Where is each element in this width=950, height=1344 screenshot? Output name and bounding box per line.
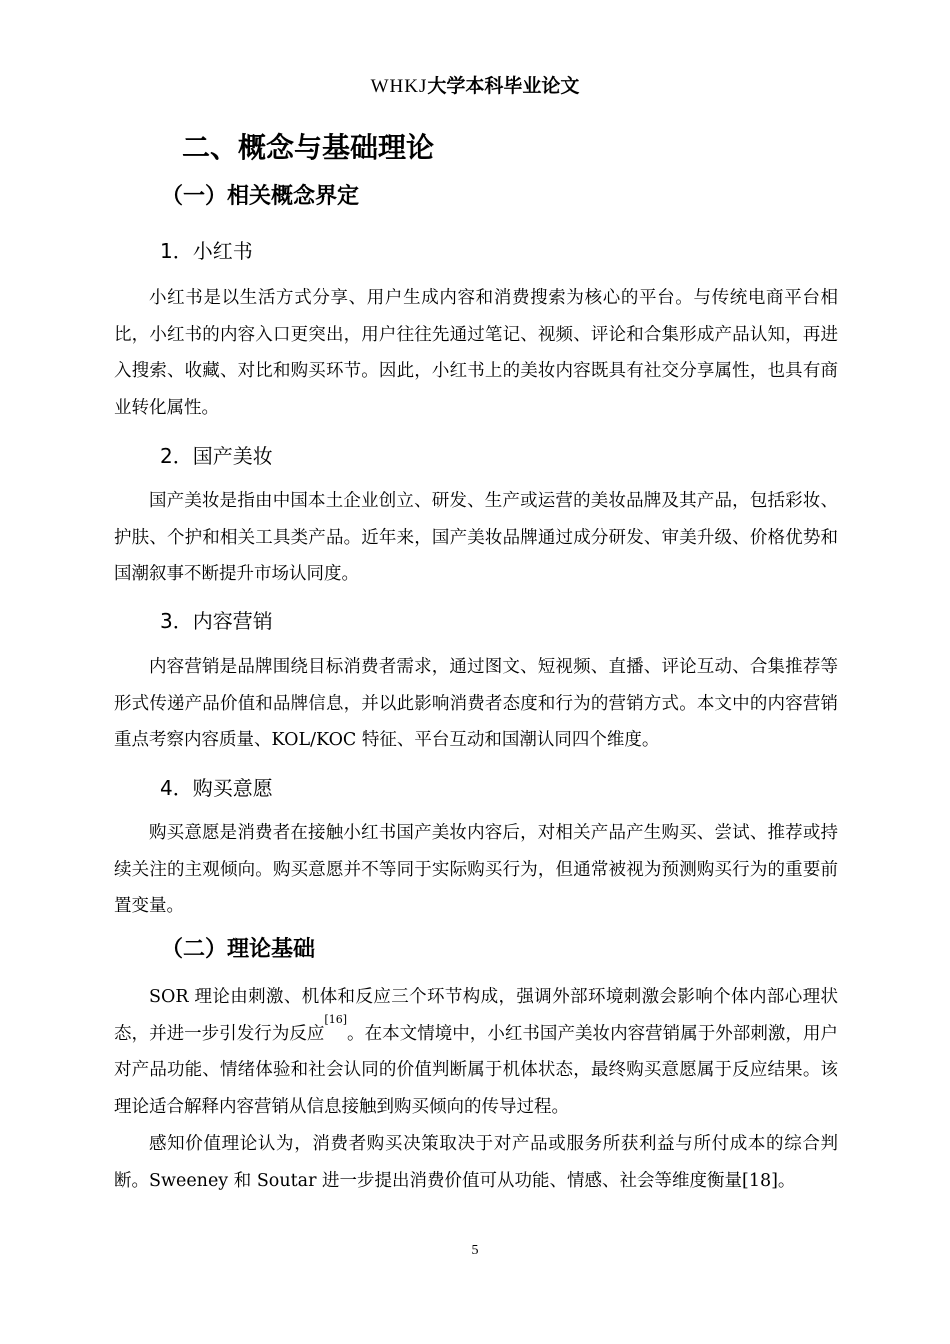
chapter-title: 二、概念与基础理论 [182, 131, 435, 164]
header-title: 大学本科毕业论文 [427, 75, 580, 97]
subsection-heading-domestic-beauty: 2．国产美妆 [160, 444, 273, 468]
page-number: 5 [471, 1243, 479, 1258]
header-latin: WHKJ [370, 76, 428, 97]
paragraph-perceived-value: 感知价值理论认为，消费者购买决策取决于对产品或服务所获利益与所付成本的综合判断。Sweeney 和 Soutar 进一步提出消费价值可从功能、情感、社会等维度衡量[18]。 [114, 1134, 838, 1191]
subsection-heading-content-marketing: 3．内容营销 [160, 609, 273, 633]
section-title-concepts: （一）相关概念界定 [161, 184, 360, 209]
subsection-heading-xiaohongshu: 1．小红书 [160, 239, 253, 263]
citation-16: [16] [324, 1012, 348, 1026]
paragraph-purchase-intention: 购买意愿是消费者在接触小红书国产美妆内容后，对相关产品产生购买、尝试、推荐或持续关注的主观倾向。购买意愿并不等同于实际购买行为，但通常被视为预测购买行为的重要前置变量。 [114, 823, 838, 916]
sor-text-start: SOR 理论由刺激、机体和反应三个环节构成，强调外部环境刺激会影响个体内部心理状态，并进一步引发行为反应 [114, 987, 838, 1044]
paragraph-xiaohongshu: 小红书是以生活方式分享、用户生成内容和消费搜索为核心的平台。与传统电商平台相比，小红书的内容入口更突出，用户往往先通过笔记、视频、评论和合集形成产品认知，再进入搜索、收藏、对比和购买环节。因此，小红书上的美妆内容既具有社交分享属性，也具有商业转化属性。 [114, 288, 838, 418]
sor-text-end: 。在本文情境中，小红书国产美妆内容营销属于外部刺激，用户对产品功能、情绪体验和社会认同的价值判断属于机体状态，最终购买意愿属于反应结果。该理论适合解释内容营销从信息接触到购买倾向的传导过程。 [114, 1023, 838, 1117]
page-header [0, 74, 950, 99]
paragraph-content-marketing: 内容营销是品牌围绕目标消费者需求，通过图文、短视频、直播、评论互动、合集推荐等形式传递产品价值和品牌信息，并以此影响消费者态度和行为的营销方式。本文中的内容营销重点考察内容质量、KOL/KOC 特征、平台互动和国潮认同四个维度。 [114, 657, 838, 750]
paragraph-domestic-beauty: 国产美妆是指由中国本土企业创立、研发、生产或运营的美妆品牌及其产品，包括彩妆、护肤、个护和相关工具类产品。近年来，国产美妆品牌通过成分研发、审美升级、价格优势和国潮叙事不断提升市场认同度。 [114, 491, 838, 584]
section-title-theory: （二）理论基础 [161, 937, 316, 962]
subsection-heading-purchase-intention: 4．购买意愿 [160, 776, 273, 800]
paragraph-sor-theory [114, 979, 838, 1125]
